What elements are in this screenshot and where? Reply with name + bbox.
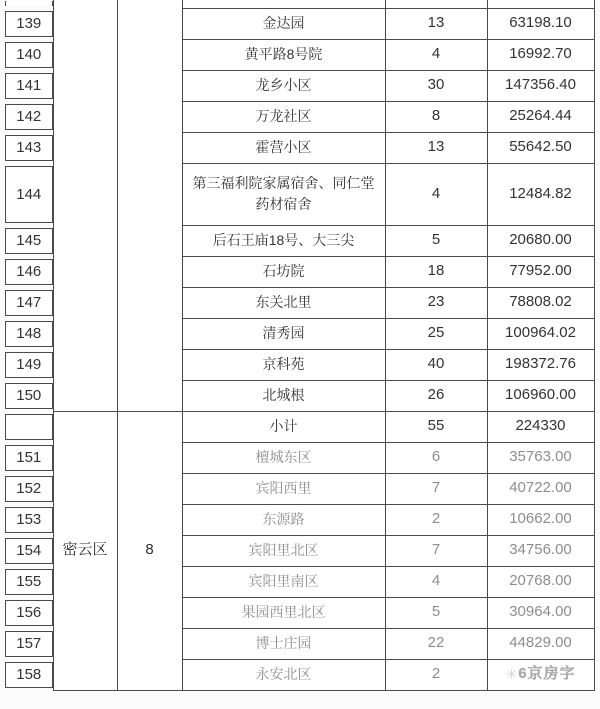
row-number-cell	[5, 659, 53, 690]
row-number: 151	[16, 449, 42, 466]
community-name-cell: 石坊院	[182, 256, 385, 287]
community-name-cell: 万龙社区	[182, 101, 385, 132]
row-number: 144	[16, 185, 42, 203]
amount-cell: 20680.00	[487, 225, 594, 256]
row-number-cell	[5, 628, 53, 659]
district-count-cell-empty	[117, 0, 182, 411]
row-number-box	[5, 104, 53, 130]
amount-cell: 198372.76	[487, 349, 594, 380]
row-number-box	[5, 228, 53, 254]
row-number-box	[5, 414, 53, 440]
watermark-text: 6京房字	[518, 665, 576, 683]
row-number: 155	[16, 573, 42, 590]
row-number-cell	[5, 380, 53, 411]
amount-cell: 34756.00	[487, 535, 594, 566]
row-number-cell	[5, 8, 53, 39]
row-number-cell	[5, 349, 53, 380]
row-number-box	[5, 321, 53, 347]
community-name-cell: 霍营小区	[182, 132, 385, 163]
count-cell: 6	[385, 442, 487, 473]
amount-cell: 25264.44	[487, 101, 594, 132]
count-cell: 18	[385, 256, 487, 287]
amount-cell: 35763.00	[487, 442, 594, 473]
row-number: 139	[16, 15, 42, 32]
count-cell: 4	[385, 566, 487, 597]
amount-cell: 55642.50	[487, 132, 594, 163]
count-cell: 2	[385, 504, 487, 535]
row-number-box	[5, 166, 53, 223]
amount-cell: 224330	[487, 411, 594, 442]
count-cell: 5	[385, 225, 487, 256]
row-number: 141	[16, 77, 42, 94]
row-number-cell	[5, 318, 53, 349]
amount-cell: 10662.00	[487, 504, 594, 535]
count-cell: 2	[385, 659, 487, 690]
amount-cell: 20768.00	[487, 566, 594, 597]
amount-cell: 77952.00	[487, 256, 594, 287]
row-number-cell	[5, 132, 53, 163]
row-number-box	[5, 600, 53, 626]
amount-cell: 40722.00	[487, 473, 594, 504]
count-cell: 22	[385, 628, 487, 659]
community-name-cell: 金达园	[182, 8, 385, 39]
community-name-cell: 永安北区	[182, 659, 385, 690]
row-number-cell	[5, 566, 53, 597]
row-number-box	[5, 476, 53, 502]
district-name-cell-empty	[53, 0, 117, 411]
row-number: 153	[16, 511, 42, 528]
community-name-cell: 清秀园	[182, 318, 385, 349]
row-number-cell	[5, 287, 53, 318]
row-number-box	[5, 631, 53, 657]
district-count-cell: 8	[117, 411, 182, 690]
count-cell: 4	[385, 163, 487, 225]
row-number-box	[5, 73, 53, 99]
row-number-box	[5, 290, 53, 316]
community-name-cell: 檀城东区	[182, 442, 385, 473]
row-number: 158	[16, 666, 42, 683]
row-number-cell	[5, 70, 53, 101]
community-name-cell: 宾阳里南区	[182, 566, 385, 597]
community-name-cell: 东关北里	[182, 287, 385, 318]
row-number-cell	[5, 597, 53, 628]
amount-cell: 63198.10	[487, 8, 594, 39]
row-number-cell	[5, 411, 53, 442]
amount-cell: 106960.00	[487, 380, 594, 411]
row-number-cell	[5, 256, 53, 287]
row-number-cell	[5, 535, 53, 566]
row-number: 146	[16, 263, 42, 280]
row-number-box	[5, 135, 53, 161]
amount-cell: 30964.00	[487, 597, 594, 628]
row-number: 145	[16, 232, 42, 249]
row-number: 150	[16, 387, 42, 404]
amount-cell: 78808.02	[487, 287, 594, 318]
count-cell: 7	[385, 535, 487, 566]
community-name-cell: 东源路	[182, 504, 385, 535]
row-number: 147	[16, 294, 42, 311]
row-number-cell	[5, 163, 53, 225]
row-number: 148	[16, 325, 42, 342]
count-cell: 5	[385, 597, 487, 628]
count-cell: 13	[385, 132, 487, 163]
sun-logo-icon: ✳	[505, 665, 518, 682]
count-cell: 4	[385, 39, 487, 70]
community-name-cell: 黄平路8号院	[182, 39, 385, 70]
count-cell: 55	[385, 411, 487, 442]
row-number-cell	[5, 39, 53, 70]
count-cell: 23	[385, 287, 487, 318]
amount-cell	[487, 0, 594, 8]
publisher-watermark	[488, 663, 594, 686]
row-number-box	[5, 538, 53, 564]
row-number-box	[5, 42, 53, 68]
partial-previous-row	[5, 0, 594, 8]
row-number: 156	[16, 604, 42, 621]
row-number: 140	[16, 46, 42, 63]
amount-cell: 16992.70	[487, 39, 594, 70]
count-cell: 7	[385, 473, 487, 504]
row-number-box	[5, 445, 53, 471]
row-number: 152	[16, 480, 42, 497]
subtotal-label-cell: 小计	[182, 411, 385, 442]
amount-cell: 100964.02	[487, 318, 594, 349]
count-cell: 26	[385, 380, 487, 411]
community-name-cell: 第三福利院家属宿舍、同仁堂药材宿舍	[182, 163, 385, 225]
row-number: 142	[16, 108, 42, 125]
community-name-cell: 博士庄园	[182, 628, 385, 659]
row-number-box	[5, 507, 53, 533]
row-number-cell	[5, 473, 53, 504]
row-number-box	[5, 569, 53, 595]
community-name-cell: 北城根	[182, 380, 385, 411]
count-cell: 40	[385, 349, 487, 380]
row-number-cell	[5, 101, 53, 132]
subtotal-row	[5, 411, 594, 442]
row-number-cell	[5, 225, 53, 256]
row-number-box	[5, 259, 53, 285]
row-number-box	[5, 662, 53, 688]
community-name-cell: 宾阳西里	[182, 473, 385, 504]
row-number-box	[5, 352, 53, 378]
count-cell: 8	[385, 101, 487, 132]
community-name-cell	[182, 0, 385, 8]
row-number-box	[5, 11, 53, 37]
row-number: 157	[16, 635, 42, 652]
row-number-box	[5, 383, 53, 409]
row-number-box-fragment	[5, 1, 53, 6]
row-number-cell	[5, 442, 53, 473]
district-name-cell: 密云区	[53, 411, 117, 690]
community-name-cell: 果园西里北区	[182, 597, 385, 628]
amount-cell	[487, 659, 594, 690]
community-name-cell: 京科苑	[182, 349, 385, 380]
row-number-cell	[5, 0, 53, 8]
count-cell	[385, 0, 487, 8]
community-name-cell: 龙乡小区	[182, 70, 385, 101]
count-cell: 30	[385, 70, 487, 101]
community-name-cell: 宾阳里北区	[182, 535, 385, 566]
amount-cell: 12484.82	[487, 163, 594, 225]
community-name-cell: 后石王庙18号、大三尖	[182, 225, 385, 256]
subsidy-table	[5, 0, 595, 691]
row-number: 143	[16, 139, 42, 156]
row-number-cell	[5, 504, 53, 535]
count-cell: 13	[385, 8, 487, 39]
row-number: 154	[16, 542, 42, 559]
amount-cell: 44829.00	[487, 628, 594, 659]
count-cell: 25	[385, 318, 487, 349]
amount-cell: 147356.40	[487, 70, 594, 101]
row-number: 149	[16, 356, 42, 373]
